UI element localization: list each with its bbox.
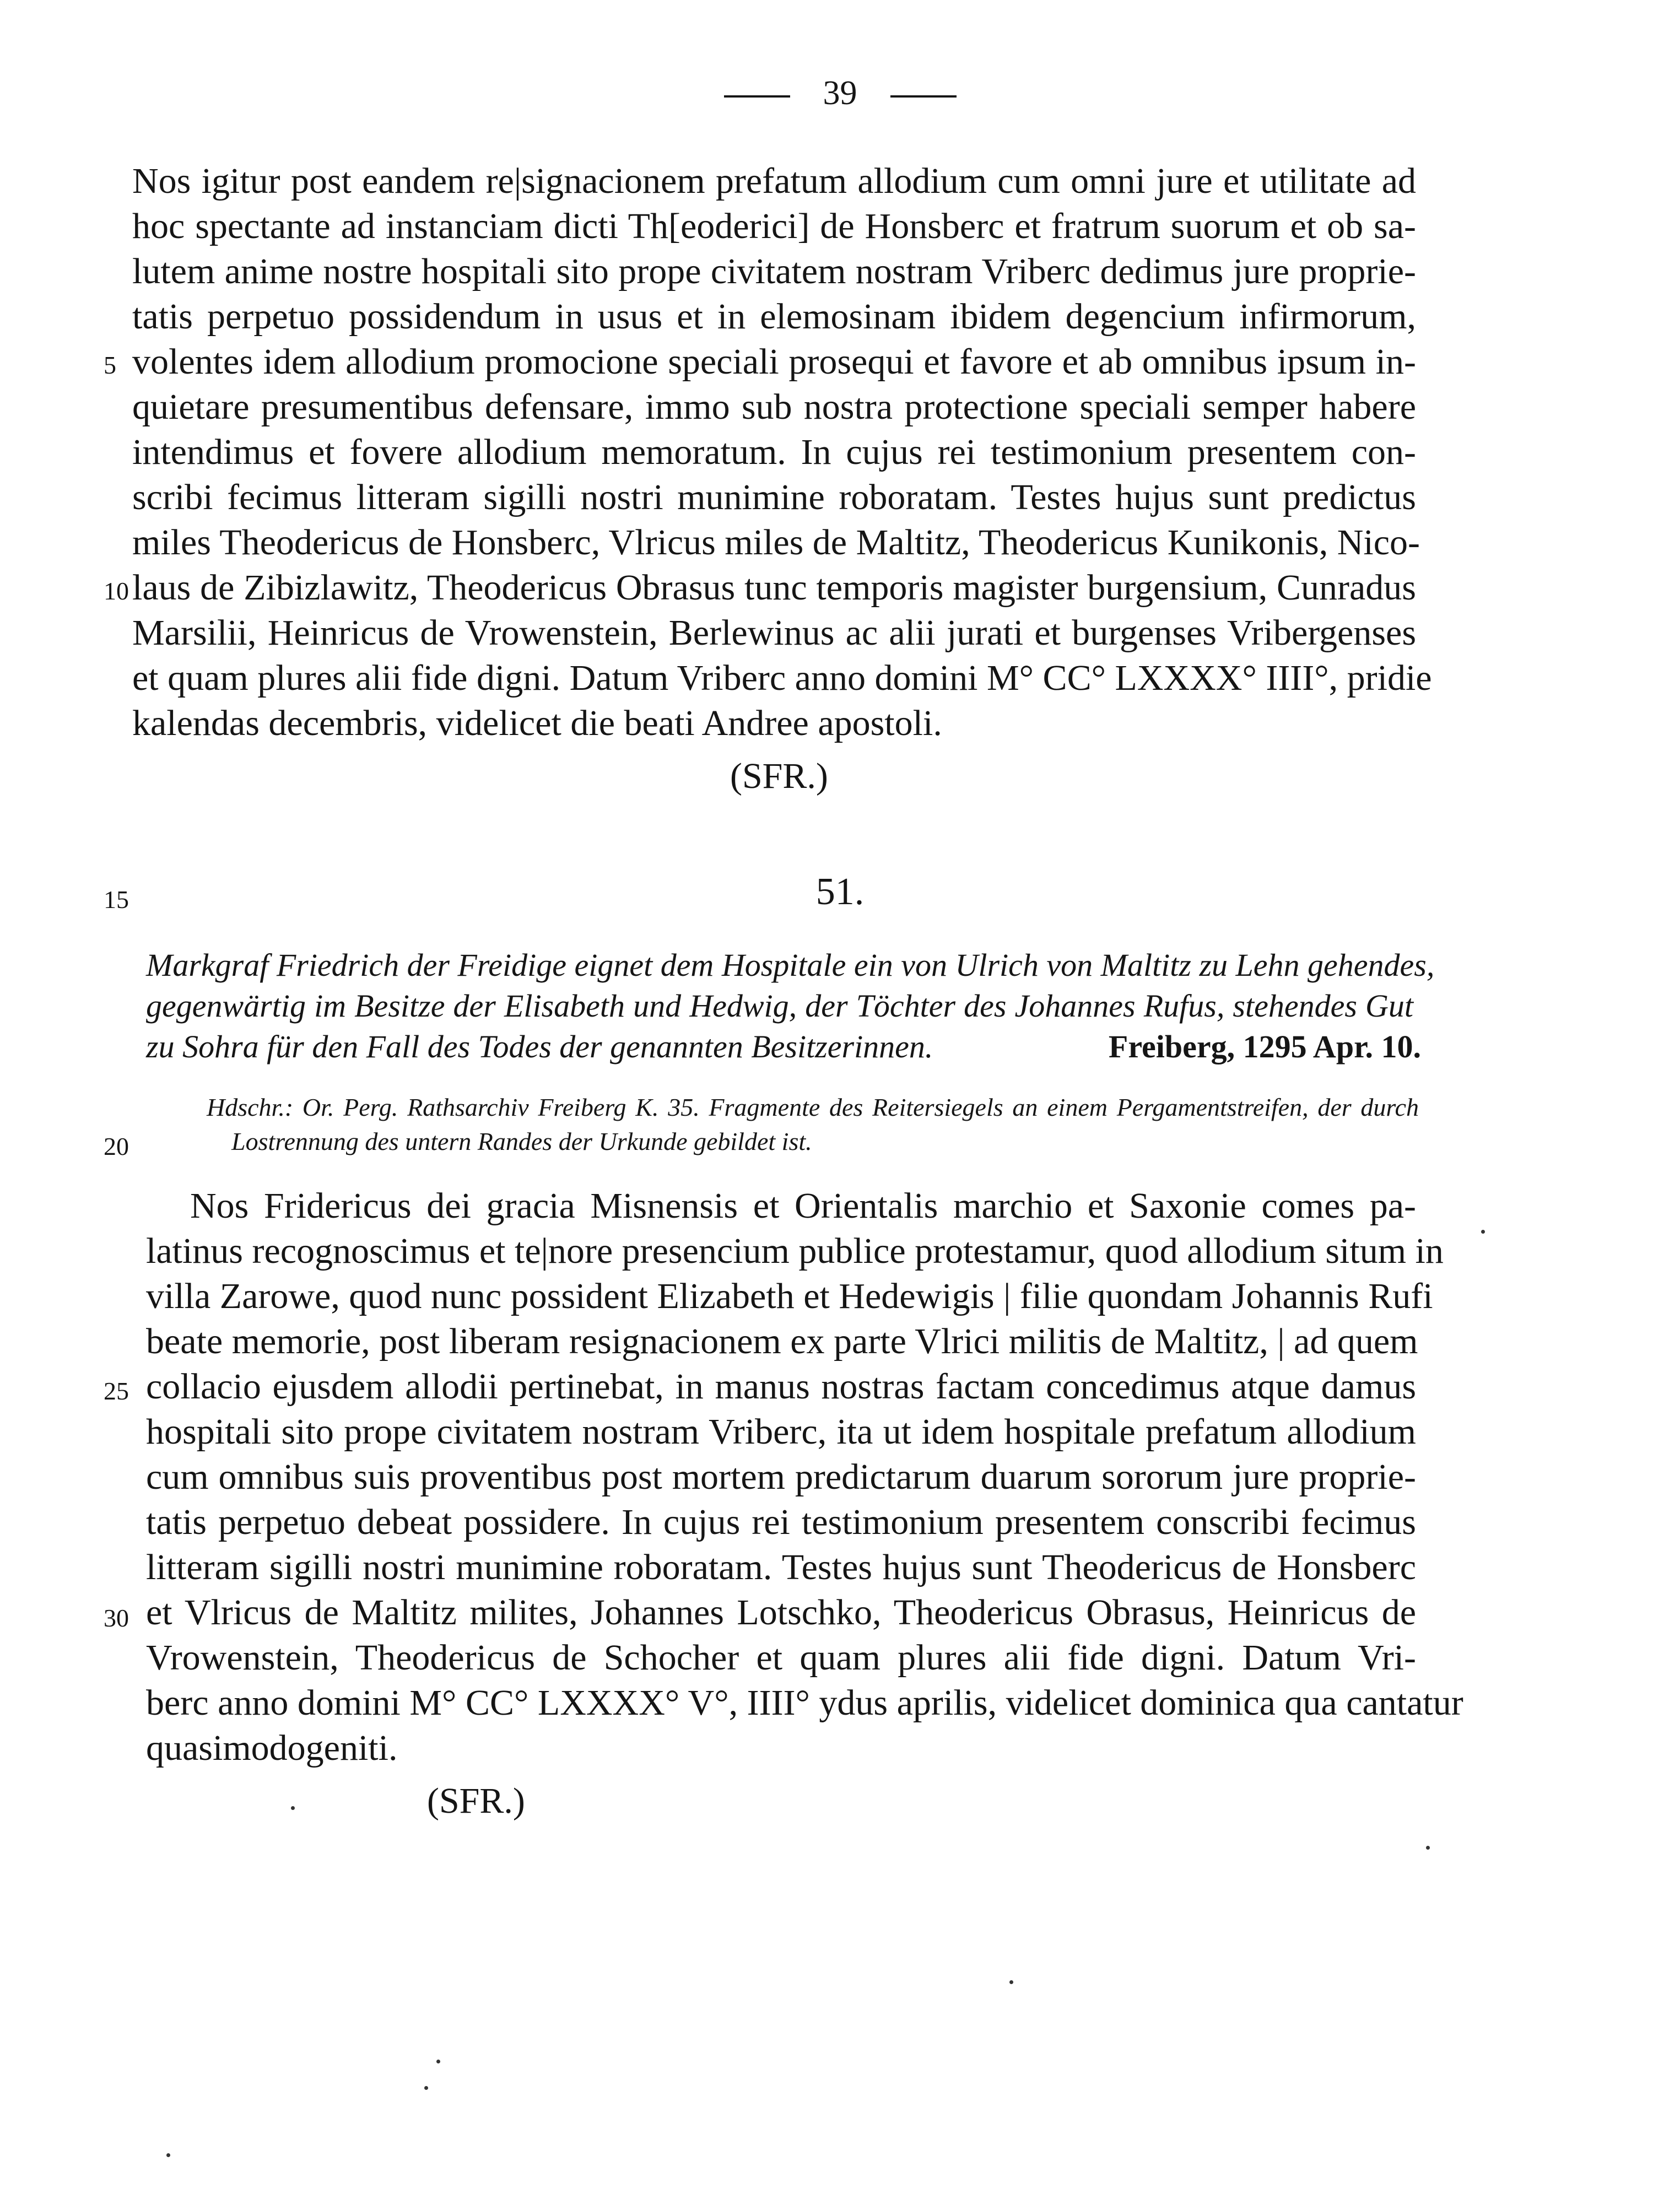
text-line: collacio ejusdem allodii pertinebat, in manus nostras factam concedimus atque damus bbox=[146, 1366, 1416, 1407]
header-rule-right bbox=[890, 95, 957, 98]
text-line: laus de Zibizlawitz, Theodericus Obrasus tunc temporis magister burgensium, Cunradus bbox=[132, 568, 1416, 608]
text-line: kalendas decembris, videlicet die beati Andree apostoli. bbox=[132, 703, 942, 743]
text-line: villa Zarowe, quod nunc possident Elizabeth et Hedewigis | filie quondam Johannis Rufi bbox=[146, 1276, 1433, 1316]
text-line: scribi fecimus litteram sigilli nostri munimine roboratam. Testes hujus sunt predictus bbox=[132, 477, 1416, 517]
line-number: 10 bbox=[104, 577, 129, 605]
place-date: Freiberg, 1295 Apr. 10. bbox=[1108, 1029, 1421, 1065]
text-line: cum omnibus suis proventibus post mortem predictarum duarum sororum jure proprie- bbox=[146, 1457, 1416, 1497]
text-line: quietare presumentibus defensare, immo sub nostra protectione speciali semper habere bbox=[132, 387, 1416, 427]
text-line: et Vlricus de Maltitz milites, Johannes Lotschko, Theodericus Obrasus, Heinricus de bbox=[146, 1592, 1416, 1633]
text-line: miles Theodericus de Honsberc, Vlricus miles de Maltitz, Theodericus Kunikonis, Nico- bbox=[132, 522, 1420, 563]
seal-note: (SFR.) bbox=[427, 1781, 525, 1821]
text-line: intendimus et fovere allodium memoratum. In cujus rei testimonium presentem con- bbox=[132, 432, 1416, 472]
scan-speck bbox=[424, 2086, 428, 2090]
header-rule-left bbox=[724, 95, 790, 98]
text-line: latinus recognoscimus et te|nore presencium publice protestamur, quod allodium situm in bbox=[146, 1231, 1444, 1271]
text-line: hoc spectante ad instanciam dicti Th[eoderici] de Honsberc et fratrum suorum et ob sa- bbox=[132, 206, 1416, 246]
text-line: Vrowenstein, Theodericus de Schocher et quam plures alii fide digni. Datum Vri- bbox=[146, 1638, 1416, 1678]
scan-speck bbox=[1481, 1230, 1485, 1234]
seal-note: (SFR.) bbox=[730, 756, 828, 796]
text-line: berc anno domini M° CC° LXXXX° V°, IIII° ydus aprilis, videlicet dominica qua cantatur bbox=[146, 1683, 1463, 1723]
text-line: Nos Fridericus dei gracia Misnensis et Orientalis marchio et Saxonie comes pa- bbox=[190, 1186, 1416, 1226]
scan-speck bbox=[436, 2060, 440, 2063]
line-number: 5 bbox=[104, 351, 116, 379]
regest-line: zu Sohra für den Fall des Todes der genannten Besitzerinnen. bbox=[146, 1029, 933, 1065]
text-line: litteram sigilli nostri munimine roboratam. Testes hujus sunt Theodericus de Honsberc bbox=[146, 1547, 1416, 1587]
scan-speck bbox=[166, 2153, 170, 2157]
regest-line: Markgraf Friedrich der Freidige eignet dem Hospitale ein von Ulrich von Maltitz zu Lehn gehendes, bbox=[146, 947, 1435, 983]
scan-speck bbox=[1426, 1846, 1430, 1850]
source-line: Lostrennung des untern Randes der Urkunde gebildet ist. bbox=[231, 1127, 812, 1155]
page-header bbox=[0, 76, 1680, 110]
line-number: 30 bbox=[104, 1604, 129, 1632]
line-number: 15 bbox=[104, 885, 129, 914]
text-line: lutem anime nostre hospitali sito prope civitatem nostram Vriberc dedimus jure proprie- bbox=[132, 251, 1416, 291]
line-number: 20 bbox=[104, 1132, 129, 1160]
text-line: volentes idem allodium promocione speciali prosequi et favore et ab omnibus ipsum in- bbox=[132, 342, 1416, 382]
page-number: 39 bbox=[823, 74, 857, 112]
text-line: tatis perpetuo debeat possidere. In cujus rei testimonium presentem conscribi fecimus bbox=[146, 1502, 1416, 1542]
source-line: Hdschr.: Or. Perg. Rathsarchiv Freiberg K. 35. Fragmente des Reitersiegels an einem Pergamentstreifen, der durch bbox=[207, 1093, 1419, 1121]
text-line: et quam plures alii fide digni. Datum Vriberc anno domini M° CC° LXXXX° IIII°, pridie bbox=[132, 658, 1432, 698]
regest-line: gegenwärtig im Besitze der Elisabeth und Hedwig, der Töchter des Johannes Rufus, stehendes Gut bbox=[146, 988, 1413, 1024]
text-line: beate memorie, post liberam resignacionem ex parte Vlrici militis de Maltitz, | ad quem bbox=[146, 1321, 1418, 1361]
document-number: 51. bbox=[815, 871, 865, 913]
scan-speck bbox=[1009, 1980, 1013, 1984]
text-line: tatis perpetuo possidendum in usus et in elemosinam ibidem degencium infirmorum, bbox=[132, 296, 1416, 337]
text-line: hospitali sito prope civitatem nostram Vriberc, ita ut idem hospitale prefatum allodium bbox=[146, 1412, 1416, 1452]
line-number: 25 bbox=[104, 1377, 129, 1405]
text-line: quasimodogeniti. bbox=[146, 1728, 398, 1768]
text-line: Nos igitur post eandem re|signacionem prefatum allodium cum omni jure et utilitate ad bbox=[132, 161, 1416, 201]
scan-speck bbox=[291, 1806, 295, 1810]
text-line: Marsilii, Heinricus de Vrowenstein, Berlewinus ac alii jurati et burgenses Vribergenses bbox=[132, 613, 1416, 653]
